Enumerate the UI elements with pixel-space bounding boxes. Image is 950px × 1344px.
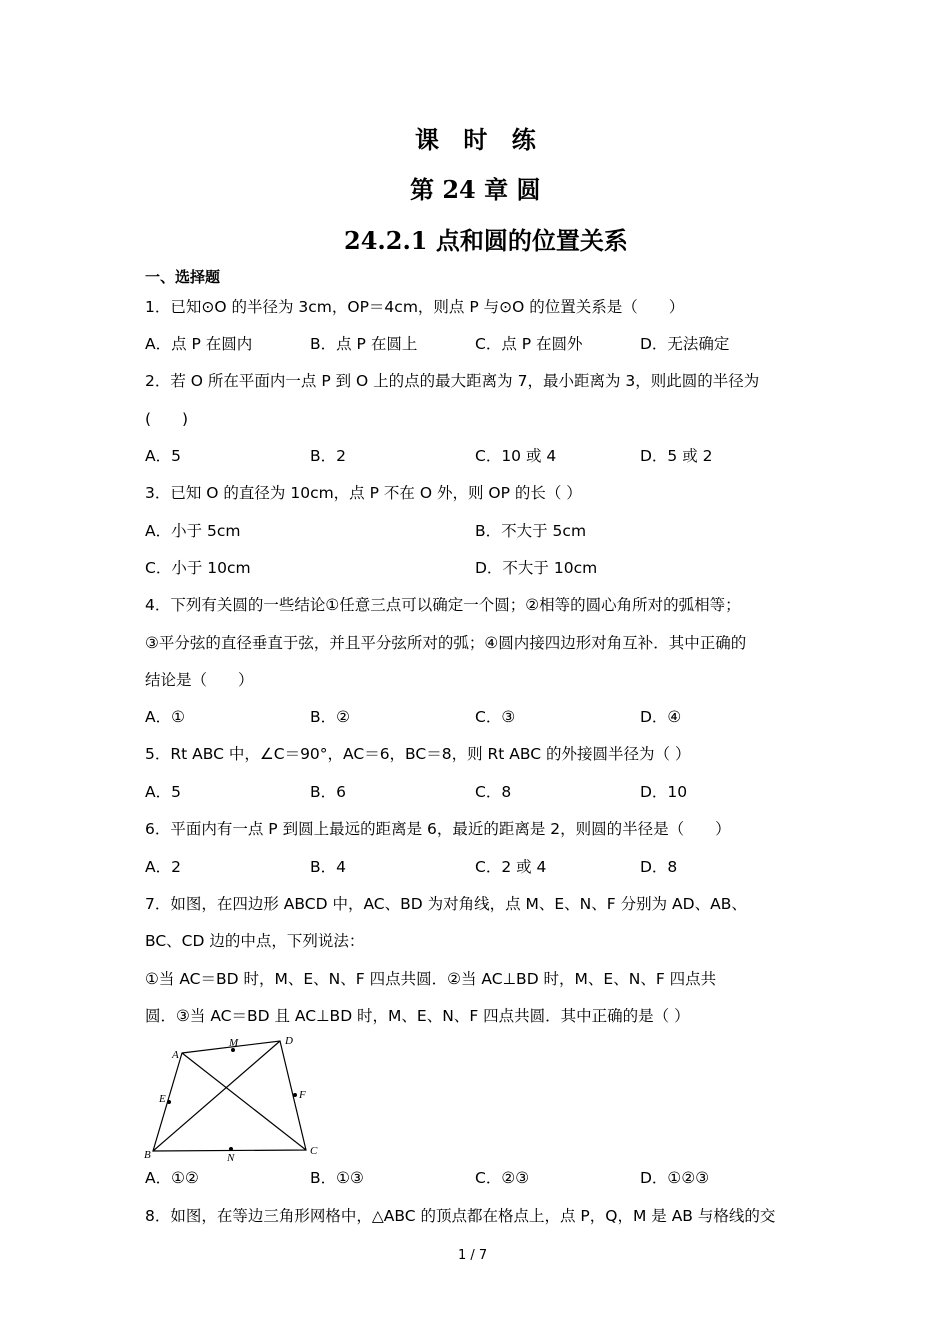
q6-option-b: B．4 — [310, 858, 346, 876]
label-d: D — [285, 1035, 293, 1047]
q7-option-c: C．②③ — [475, 1169, 530, 1187]
q5-option-b: B．6 — [310, 783, 346, 801]
page-title: 课 时 练 — [415, 125, 544, 154]
label-b: B — [144, 1149, 151, 1161]
point-n — [229, 1147, 233, 1151]
q3-option-b: B．不大于 5cm — [475, 522, 587, 540]
quadrilateral-figure — [140, 1030, 330, 1165]
q4-option-a: A．① — [145, 708, 185, 726]
question-2-line-2: ( ) — [145, 410, 189, 428]
question-7-line-1: 7．如图，在四边形 ABCD 中，AC、BD 为对角线，点 M、E、N、F 分别为 AD、AB、 — [145, 895, 747, 913]
q5-option-a: A．5 — [145, 783, 181, 801]
question-7-line-3: ①当 AC＝BD 时，M、E、N、F 四点共圆．②当 AC⊥BD 时，M、E、N、F 四点共 — [145, 970, 717, 988]
q3-option-c: C．小于 10cm — [145, 559, 251, 577]
q7-option-b: B．①③ — [310, 1169, 364, 1187]
question-7-line-2: BC、CD 边的中点，下列说法： — [145, 932, 365, 950]
question-4-line-1: 4．下列有关圆的一些结论①任意三点可以确定一个圆；②相等的圆心角所对的弧相等； — [145, 596, 741, 614]
label-n: N — [227, 1152, 235, 1164]
q2-option-b: B．2 — [310, 447, 346, 465]
question-8-line-1: 8．如图，在等边三角形网格中，△ABC 的顶点都在格点上，点 P，Q，M 是 AB 与格线的交 — [145, 1207, 776, 1225]
q5-option-d: D．10 — [640, 783, 688, 801]
q6-option-c: C．2 或 4 — [475, 858, 547, 876]
label-c: C — [310, 1145, 318, 1157]
q6-option-a: A．2 — [145, 858, 181, 876]
q3-option-d: D．不大于 10cm — [475, 559, 598, 577]
chapter-title: 第 24 章 圆 — [410, 175, 541, 204]
question-6-line-1: 6．平面内有一点 P 到圆上最远的距离是 6，最近的距离是 2，则圆的半径是（ ） — [145, 820, 731, 838]
q7-option-d: D．①②③ — [640, 1169, 710, 1187]
section-subtitle: 24.2.1 点和圆的位置关系 — [344, 226, 628, 255]
question-2-line-1: 2．若 O 所在平面内一点 P 到 O 上的点的最大距离为 7，最小距离为 3，则此圆的半径为 — [145, 372, 760, 390]
label-m: M — [229, 1037, 239, 1049]
label-a: A — [172, 1049, 179, 1061]
question-7-line-4: 圆．③当 AC＝BD 且 AC⊥BD 时，M、E、N、F 四点共圆．其中正确的是（ ） — [145, 1007, 690, 1025]
q2-option-c: C．10 或 4 — [475, 447, 557, 465]
q1-option-a: A．点 P 在圆内 — [145, 335, 253, 353]
q2-option-d: D．5 或 2 — [640, 447, 713, 465]
point-e — [167, 1100, 171, 1104]
q1-option-b: B．点 P 在圆上 — [310, 335, 418, 353]
q3-option-a: A．小于 5cm — [145, 522, 241, 540]
point-f — [293, 1093, 297, 1097]
question-4-line-3: 结论是（ ） — [145, 671, 254, 689]
page-number: 1 / 7 — [458, 1248, 488, 1263]
q1-option-d: D．无法确定 — [640, 335, 730, 353]
q4-option-b: B．② — [310, 708, 351, 726]
q2-option-a: A．5 — [145, 447, 181, 465]
q1-option-c: C．点 P 在圆外 — [475, 335, 583, 353]
q5-option-c: C．8 — [475, 783, 512, 801]
q4-option-d: D．④ — [640, 708, 682, 726]
question-3-line-1: 3．已知 O 的直径为 10cm，点 P 不在 O 外，则 OP 的长（ ） — [145, 484, 582, 502]
section-heading: 一、选择题 — [145, 268, 221, 286]
question-5-line-1: 5．Rt ABC 中，∠C＝90°，AC＝6，BC＝8，则 Rt ABC 的外接圆半径为（ ） — [145, 745, 691, 763]
diagonal-ac — [182, 1053, 306, 1150]
question-4-line-2: ③平分弦的直径垂直于弦，并且平分弦所对的弧；④圆内接四边形对角互补．其中正确的 — [145, 634, 747, 652]
question-1-line-1: 1．已知⊙O 的半径为 3cm，OP＝4cm，则点 P 与⊙O 的位置关系是（ ） — [145, 298, 685, 316]
label-e: E — [159, 1093, 166, 1105]
q6-option-d: D．8 — [640, 858, 678, 876]
q7-option-a: A．①② — [145, 1169, 199, 1187]
q4-option-c: C．③ — [475, 708, 516, 726]
label-f: F — [299, 1089, 306, 1101]
